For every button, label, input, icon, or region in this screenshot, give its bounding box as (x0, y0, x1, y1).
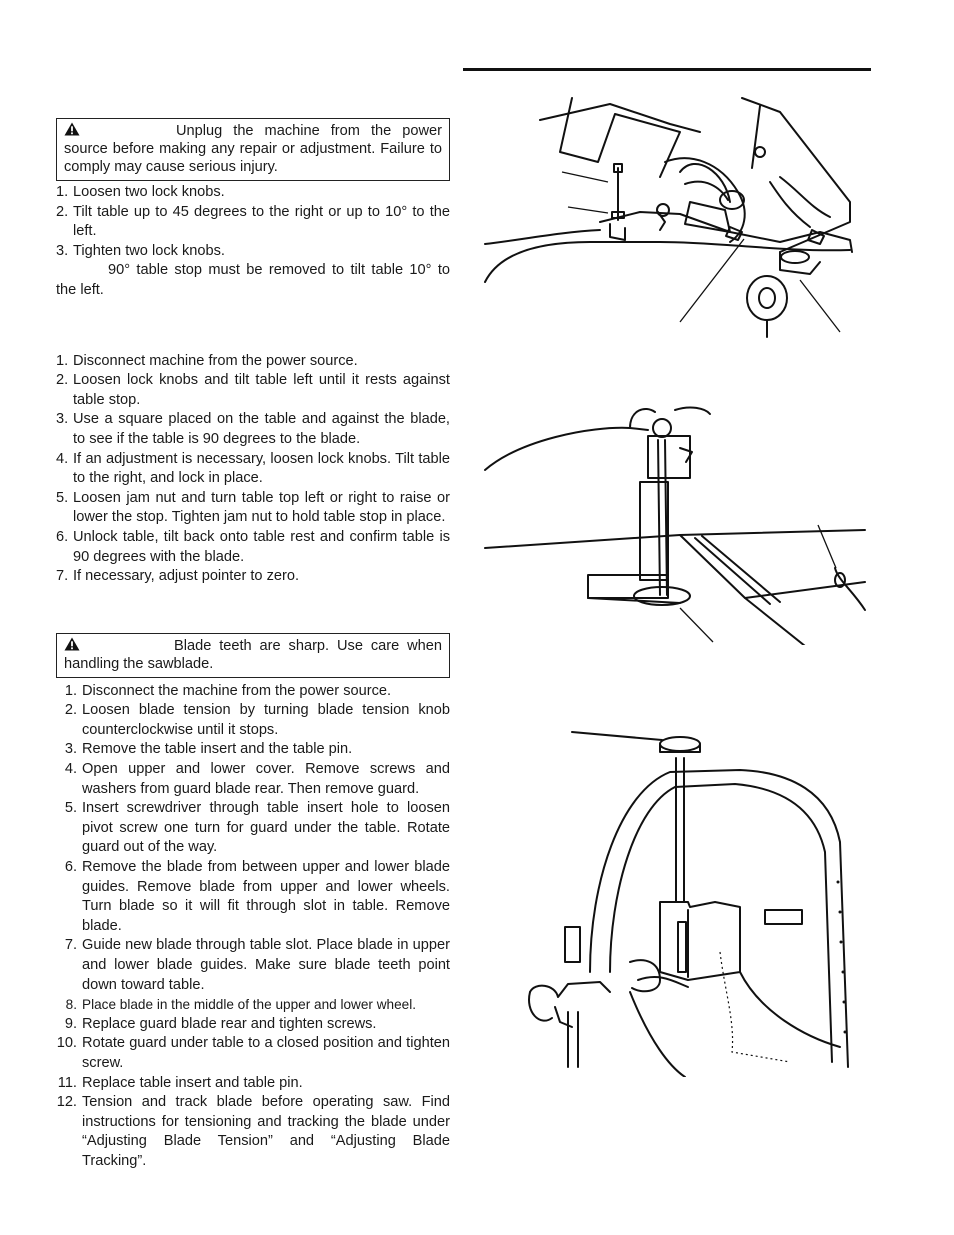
list-item: 5. Insert screwdriver through table insert hole to loosen pivot screw one turn for guard under the table. Rotate guard out of the way. (64, 800, 450, 856)
warning-triangle-icon (64, 637, 80, 651)
figure-blade-tension (510, 722, 860, 1077)
instructions-column (56, 118, 450, 1172)
list-item: 6. Unlock table, tilt back onto table rest and confirm table is 90 degrees with the blade. (56, 528, 450, 565)
list-item: 11. Replace table insert and table pin. (57, 1074, 303, 1091)
list-item: 2. Tilt table up to 45 degrees to the right or up to 10° to the left. (56, 203, 450, 240)
list-item: 2. Loosen lock knobs and tilt table left until it rests against table stop. (56, 372, 450, 408)
list-item: 7. If necessary, adjust pointer to zero. (56, 568, 300, 585)
list-item: 12. Tension and track blade before operating saw. Find instructions for tensioning and tracking the blade under “Adjusting Blade Tension” and “Adjusting Blade Tracking”. (56, 1094, 450, 1169)
list-item: 4. Open upper and lower cover. Remove screws and washers from guard blade rear. Then remove guard. (64, 761, 450, 797)
warning-box-blade (56, 633, 450, 678)
list-item: 3. Use a square placed on the table and against the blade, to see if the table is 90 degrees to the blade. (56, 411, 450, 447)
header-rule (463, 68, 871, 71)
figure-square-check (480, 400, 870, 645)
list-item: 3. Tighten two lock knobs. (56, 242, 225, 259)
list-item: 10. Rotate guard under table to a closed position and tighten screw. (56, 1035, 450, 1071)
list-item: 8. Place blade in the middle of the upper and lower wheel. (65, 997, 417, 1013)
tilt-steps (56, 183, 450, 261)
warning-triangle-icon (64, 122, 80, 136)
list-item: 3. Remove the table insert and the table pin. (64, 741, 353, 758)
list-item: 7. Guide new blade through table slot. Place blade in upper and lower blade guides. Make sure blade teeth point down toward table. (64, 937, 450, 993)
list-item: 1. Disconnect machine from the power source. (56, 352, 358, 369)
list-item: 1. Disconnect the machine from the power source. (64, 682, 392, 699)
note-text: 90° table stop must be removed to tilt table 10° to the left. (56, 262, 450, 298)
list-item: 6. Remove the blade from between upper and lower blade guides. Remove blade from upper and lower wheels. Turn blade so it will fit through slot in table. Remove blade. (64, 859, 450, 934)
blade-change-steps (56, 682, 450, 1172)
warning-box-unplug (56, 118, 450, 181)
table-stop-steps (56, 352, 450, 587)
list-item: 5. Loosen jam nut and turn table top left or right to raise or lower the stop. Tighten jam nut to hold table stop in place. (56, 489, 450, 526)
warning-text: Blade teeth are sharp. Use care when handling the sawblade. (64, 637, 442, 672)
list-item: 9. Replace guard blade rear and tighten screws. (64, 1015, 377, 1032)
list-item: 4. If an adjustment is necessary, loosen lock knobs. Tilt table to the right, and lock in place. (56, 450, 450, 487)
figure-table-tilt-mechanism (480, 92, 870, 340)
warning-text: Unplug the machine from the power source before making any repair or adjustment. Failure to comply may cause serious injury. (64, 123, 442, 175)
list-item: 1. Loosen two lock knobs. (56, 184, 225, 200)
list-item: 2. Loosen blade tension by turning blade tension knob counterclockwise until it stops. (64, 702, 450, 738)
